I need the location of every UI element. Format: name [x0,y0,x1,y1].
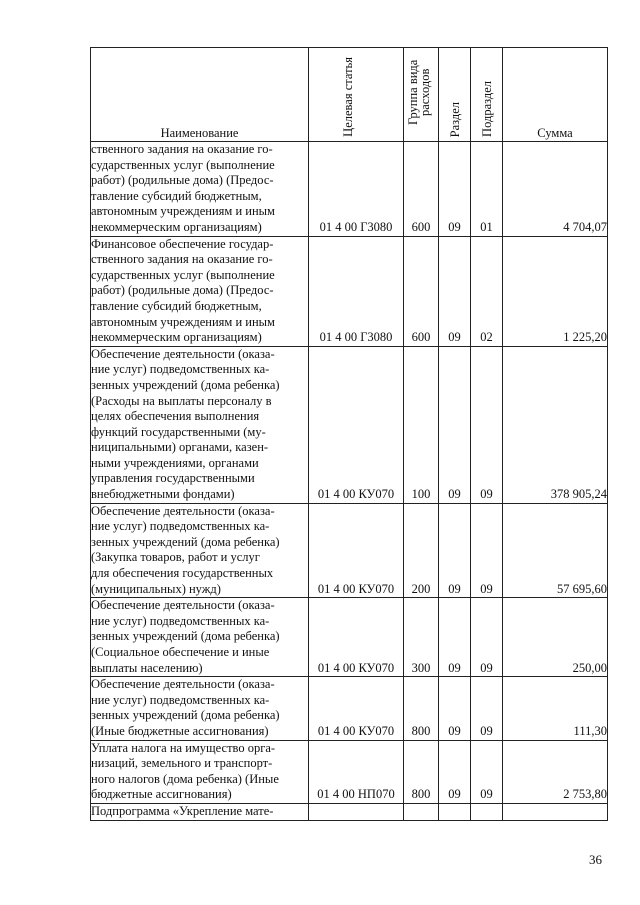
row-target-article-cell [309,803,404,820]
row-subsection-cell: 02 [471,236,503,346]
row-expense-group-cell: 800 [404,740,439,803]
row-subsection-cell [471,803,503,820]
row-target-article-cell: 01 4 00 НП070 [309,740,404,803]
row-name-cell: Уплата налога на имущество орга- низаций, земельного и транспорт- ного налогов (дома ребенка) (Иные бюджетные ассигнования) [91,740,309,803]
header-subsection: Подраздел [471,48,503,142]
row-name-cell: Финансовое обеспечение государ- ственного задания на оказание го- сударственных услуг (выполнение работ) (родильные дома) (Предос- тавление субсидий бюджетным, автономным учреждениям и иным некоммерческим организациям) [91,236,309,346]
row-sum-cell [503,803,608,820]
row-subsection-cell: 09 [471,598,503,677]
row-name-cell: Обеспечение деятельности (оказа- ние услуг) подведомственных ка- зенных учреждений (дома ребенка) (Расходы на выплаты персоналу в целях обеспечения выполнения функций государственными (му- ниципальными) органами, казен- ными учреждениями, органами управления государственными внебюджетными фондами) [91,346,309,503]
header-section: Раздел [439,48,471,142]
table-row [91,236,608,346]
row-expense-group-cell: 300 [404,598,439,677]
row-subsection-cell: 09 [471,677,503,740]
table-row [91,803,608,820]
row-section-cell [439,803,471,820]
header-target-article: Целевая статья [309,48,404,142]
row-sum-cell: 111,30 [503,677,608,740]
row-subsection-cell: 01 [471,142,503,237]
row-name-cell: ственного задания на оказание го- сударственных услуг (выполнение работ) (родильные дома) (Предос- тавление субсидий бюджетным, автономным учреждениям и иным некоммерческим организациям) [91,142,309,237]
row-expense-group-cell [404,803,439,820]
row-name-cell: Обеспечение деятельности (оказа- ние услуг) подведомственных ка- зенных учреждений (дома ребенка) (Иные бюджетные ассигнования) [91,677,309,740]
row-section-cell: 09 [439,598,471,677]
row-target-article-cell: 01 4 00 Г3080 [309,142,404,237]
row-sum-cell: 57 695,60 [503,503,608,598]
table-row [91,677,608,740]
row-section-cell: 09 [439,346,471,503]
row-target-article-cell: 01 4 00 КУ070 [309,503,404,598]
row-subsection-cell: 09 [471,503,503,598]
row-name-cell: Подпрограмма «Укрепление мате- [91,803,309,820]
table-row [91,346,608,503]
budget-table [90,47,608,821]
row-target-article-cell: 01 4 00 Г3080 [309,236,404,346]
row-subsection-cell: 09 [471,346,503,503]
row-section-cell: 09 [439,142,471,237]
row-target-article-cell: 01 4 00 КУ070 [309,677,404,740]
row-expense-group-cell: 600 [404,236,439,346]
row-section-cell: 09 [439,740,471,803]
table-row [91,598,608,677]
table-header-row [91,48,608,142]
row-target-article-cell: 01 4 00 КУ070 [309,346,404,503]
row-section-cell: 09 [439,503,471,598]
table-row [91,142,608,237]
row-target-article-cell: 01 4 00 КУ070 [309,598,404,677]
row-expense-group-cell: 100 [404,346,439,503]
row-expense-group-cell: 800 [404,677,439,740]
row-sum-cell: 250,00 [503,598,608,677]
page-number: 36 [589,852,602,867]
row-section-cell: 09 [439,677,471,740]
row-sum-cell: 1 225,20 [503,236,608,346]
header-sum: Сумма [503,48,608,142]
header-expense-group: Группа вида расходов [404,48,439,142]
row-expense-group-cell: 600 [404,142,439,237]
row-sum-cell: 378 905,24 [503,346,608,503]
row-expense-group-cell: 200 [404,503,439,598]
row-sum-cell: 2 753,80 [503,740,608,803]
header-name: Наименование [91,48,309,142]
row-subsection-cell: 09 [471,740,503,803]
row-sum-cell: 4 704,07 [503,142,608,237]
row-name-cell: Обеспечение деятельности (оказа- ние услуг) подведомственных ка- зенных учреждений (дома ребенка) (Закупка товаров, работ и услуг для обеспечения государственных (муниципальных) нужд) [91,503,309,598]
table-row [91,503,608,598]
row-name-cell: Обеспечение деятельности (оказа- ние услуг) подведомственных ка- зенных учреждений (дома ребенка) (Социальное обеспечение и иные выплаты населению) [91,598,309,677]
row-section-cell: 09 [439,236,471,346]
table-row [91,740,608,803]
